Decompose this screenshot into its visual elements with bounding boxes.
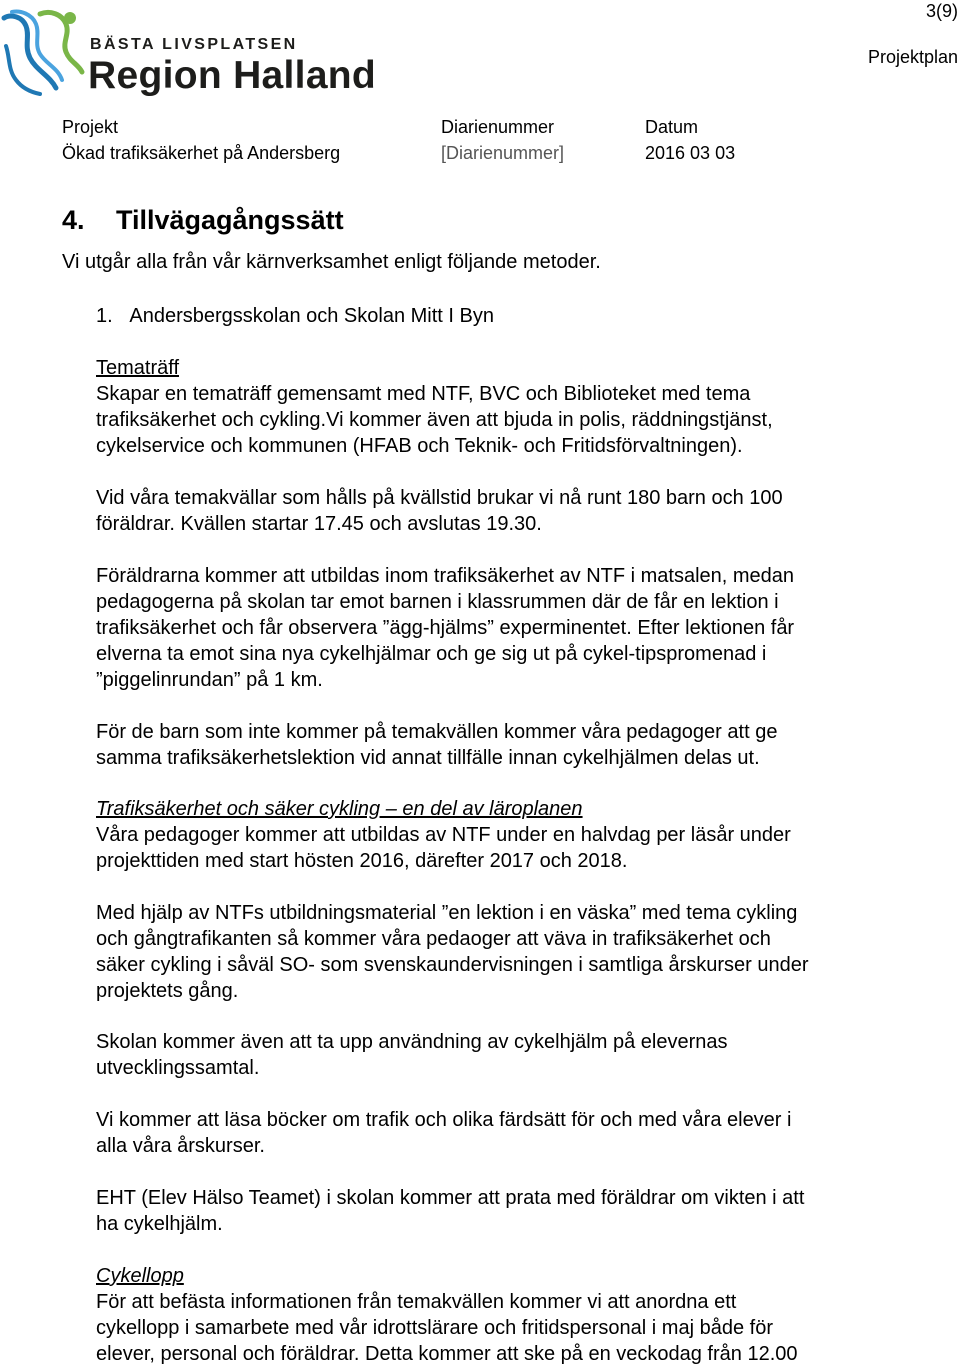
paragraph-line: föräldrar. Kvällen startar 17.45 och avslutas 19.30. — [96, 513, 542, 535]
paragraph-line: Skapar en tematräff gemensamt med NTF, BVC och Biblioteket med tema — [96, 383, 751, 405]
paragraph-line: elverna ta emot sina nya cykelhjälmar och ge sig ut på cykel-tipspromenad i — [96, 643, 767, 665]
paragraph-line: ”piggelinrundan” på 1 km. — [96, 669, 323, 691]
paragraph-line: Skolan kommer även att ta upp användning av cykelhjälm på elevernas — [96, 1031, 728, 1053]
region-halland-logo — [0, 6, 380, 98]
diarienummer-label: Diarienummer — [441, 117, 555, 137]
paragraph-line: projektets gång. — [96, 980, 239, 1002]
paragraph-line: Vid våra temakvällar som hålls på kvällstid brukar vi nå runt 180 barn och 100 — [96, 487, 783, 509]
paragraph-line: För de barn som inte kommer på temakvällen kommer våra pedagoger att ge — [96, 721, 778, 743]
project-value: Ökad trafiksäkerhet på Andersberg — [62, 143, 341, 163]
section-title: Tillvägagångssätt — [116, 205, 344, 235]
logo-tagline: BÄSTA LIVSPLATSEN — [90, 36, 298, 53]
paragraph-line: projekttiden med start hösten 2016, därefter 2017 och 2018. — [96, 850, 628, 872]
paragraph-line: utvecklingssamtal. — [96, 1057, 260, 1079]
paragraph-line: För att befästa informationen från temakvällen kommer vi att anordna ett — [96, 1291, 737, 1313]
section-intro: Vi utgår alla från vår kärnverksamhet enligt följande metoder. — [62, 251, 601, 273]
tematraff-heading: Tematräff — [96, 357, 179, 379]
list-item-number: 1. — [96, 305, 113, 327]
paragraph-line: samma trafiksäkerhetslektion vid annat tillfälle innan cykelhjälmen delas ut. — [96, 747, 760, 769]
paragraph-line: EHT (Elev Hälso Teamet) i skolan kommer att prata med föräldrar om vikten i att — [96, 1187, 805, 1209]
paragraph-line: Vi kommer att läsa böcker om trafik och olika färdsätt för och med våra elever i — [96, 1109, 792, 1131]
paragraph-line: elever, personal och föräldrar. Detta kommer att ske på en veckodag från 12.00 — [96, 1343, 798, 1365]
paragraph-line: trafiksäkerhet och cykling.Vi kommer även att bjuda in polis, räddningstjänst, — [96, 409, 773, 431]
diarienummer-value: [Diarienummer] — [441, 143, 565, 163]
cykellopp-heading: Cykellopp — [96, 1265, 184, 1287]
paragraph-line: cykelservice och kommunen (HFAB och Teknik- och Fritidsförvaltningen). — [96, 435, 743, 457]
paragraph-line: alla våra årskurser. — [96, 1135, 265, 1157]
paragraph-line: säker cykling i såväl SO- som svenskaundervisningen i samtliga årskurser under — [96, 954, 809, 976]
paragraph-line: Föräldrarna kommer att utbildas inom trafiksäkerhet av NTF i matsalen, medan — [96, 565, 795, 587]
document-type: Projektplan — [867, 47, 958, 67]
paragraph-line: trafiksäkerhet och får observera ”ägg-hjälms” experminentet. Efter lektionen får — [96, 617, 795, 639]
paragraph-line: cykellopp i samarbete med vår idrottslärare och fritidspersonal i maj både för — [96, 1317, 773, 1339]
paragraph-line: pedagogerna på skolan tar emot barnen i klassrummen där de får en lektion i — [96, 591, 779, 613]
project-label: Projekt — [62, 117, 119, 137]
paragraph-line: och gångtrafikanten så kommer våra pedaoger att väva in trafiksäkerhet och — [96, 928, 771, 950]
paragraph-line: Med hjälp av NTFs utbildningsmaterial ”en lektion i en väska” med tema cykling — [96, 902, 798, 924]
section-number: 4. — [62, 205, 85, 235]
section-heading — [62, 203, 344, 237]
list-item-heading — [96, 303, 494, 329]
paragraph-line: ha cykelhjälm. — [96, 1213, 223, 1235]
laroplan-heading: Trafiksäkerhet och säker cykling – en del av läroplanen — [96, 798, 583, 820]
paragraph-line: Våra pedagoger kommer att utbildas av NTF under en halvdag per läsår under — [96, 824, 791, 846]
logo-emblem-icon — [0, 6, 90, 98]
page-number: 3(9) — [925, 1, 958, 21]
logo-name: Region Halland — [88, 54, 377, 97]
datum-value: 2016 03 03 — [645, 143, 736, 163]
datum-label: Datum — [645, 117, 699, 137]
list-item-title: Andersbergsskolan och Skolan Mitt I Byn — [129, 305, 494, 327]
